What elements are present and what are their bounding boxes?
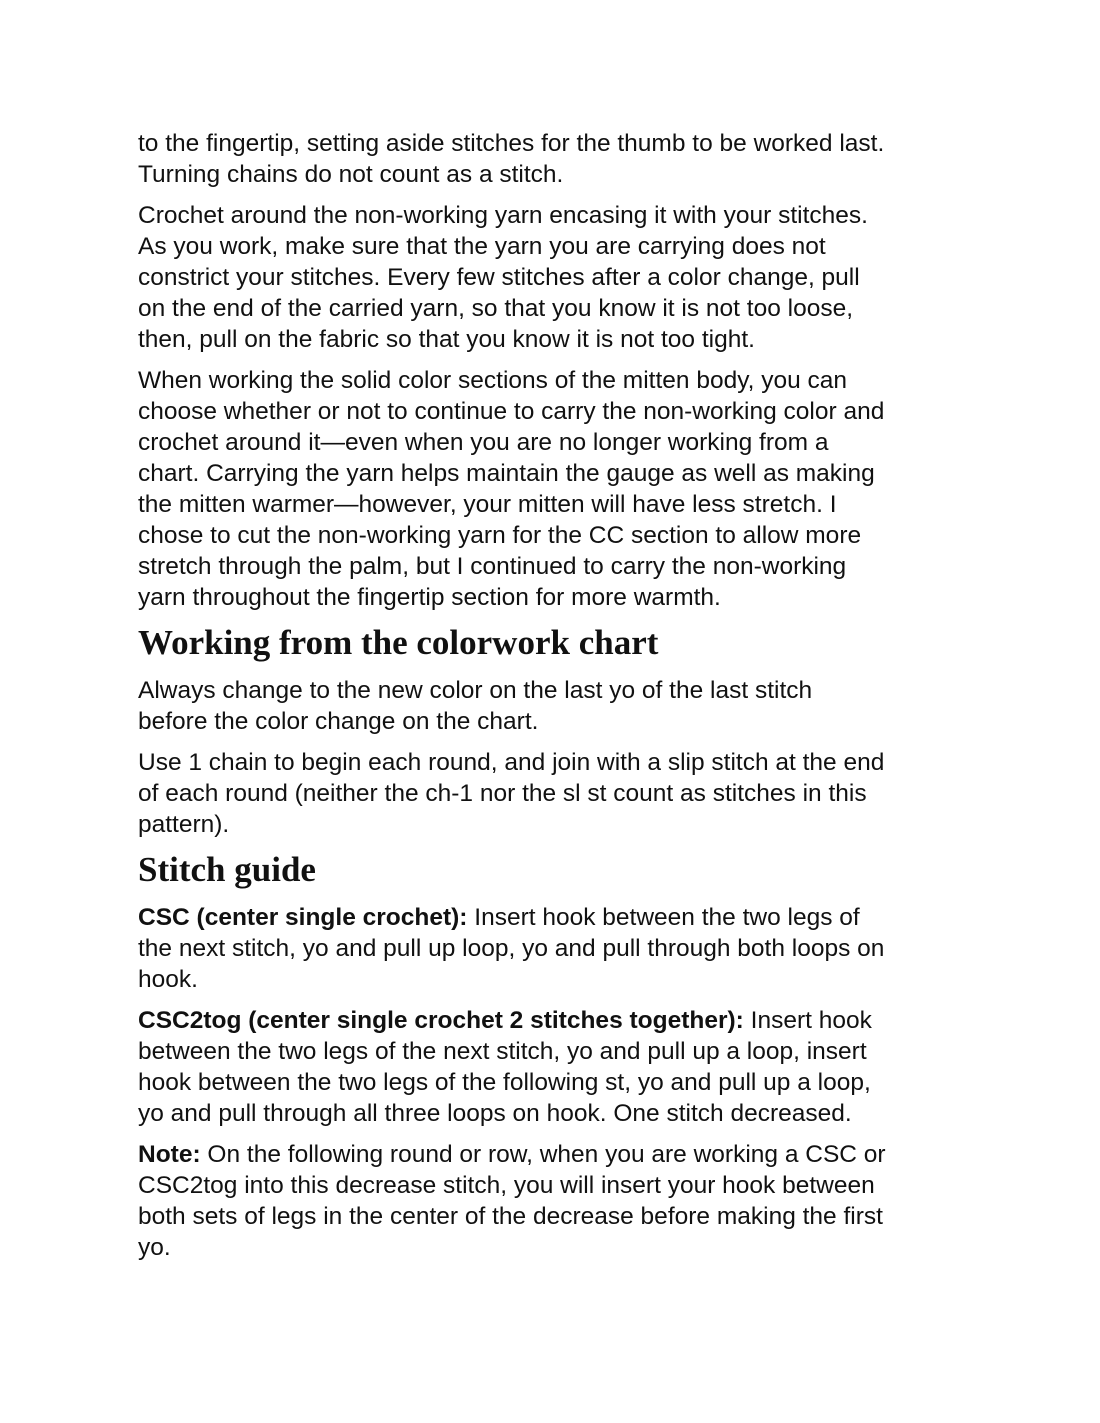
- stitch-guide-section: [138, 850, 968, 1263]
- csc-description: Insert hook between the two legs of the next stitch, yo and pull up loop, yo and pull through both loops on hook.: [138, 904, 885, 993]
- csc2tog-term: CSC2tog (center single crochet 2 stitches together):: [138, 1007, 744, 1034]
- csc-definition: [138, 902, 968, 995]
- stitch-guide-heading: Stitch guide: [138, 850, 316, 889]
- csc2tog-description: Insert hook between the two legs of the next stitch, yo and pull up a loop, insert hook between the two legs of the following st, yo and pull up a loop, yo and pull through all three loops on hook. One stitch decreased.: [138, 1007, 872, 1127]
- note-description: On the following round or row, when you are working a CSC or CSC2tog into this decrease stitch, you will insert your hook between both sets of legs in the center of the decrease before making the first yo.: [138, 1141, 886, 1261]
- intro-paragraph-2: Crochet around the non-working yarn encasing it with your stitches. As you work, make sure that the yarn you are carrying does not constrict your stitches. Every few stitches after a color change, pull on the end of the carried yarn, so that you know it is not too loose, then, pull on the fabric so that you know it is not too tight.: [138, 202, 868, 353]
- csc2tog-definition: [138, 1005, 968, 1129]
- note-term: Note:: [138, 1141, 201, 1168]
- colorwork-heading: Working from the colorwork chart: [138, 623, 659, 662]
- document-page: [138, 128, 968, 1273]
- intro-paragraph-3: When working the solid color sections of the mitten body, you can choose whether or not to continue to carry the non-working color and crochet around it—even when you are no longer working from a chart. Carrying the yarn helps maintain the gauge as well as making the mitten warmer—however, your mitten will have less stretch. I chose to cut the non-working yarn for the CC section to allow more stretch through the palm, but I continued to carry the non-working yarn throughout the fingertip section for more warmth.: [138, 367, 885, 611]
- note-paragraph: [138, 1139, 968, 1263]
- colorwork-paragraph-1: Always change to the new color on the last yo of the last stitch before the color change on the chart.: [138, 677, 813, 735]
- colorwork-section: [138, 623, 968, 840]
- intro-paragraph-1: to the fingertip, setting aside stitches for the thumb to be worked last. Turning chains do not count as a stitch.: [138, 130, 885, 188]
- csc-term: CSC (center single crochet):: [138, 904, 468, 931]
- colorwork-paragraph-2: Use 1 chain to begin each round, and join with a slip stitch at the end of each round (neither the ch-1 nor the sl st count as stitches in this pattern).: [138, 749, 885, 838]
